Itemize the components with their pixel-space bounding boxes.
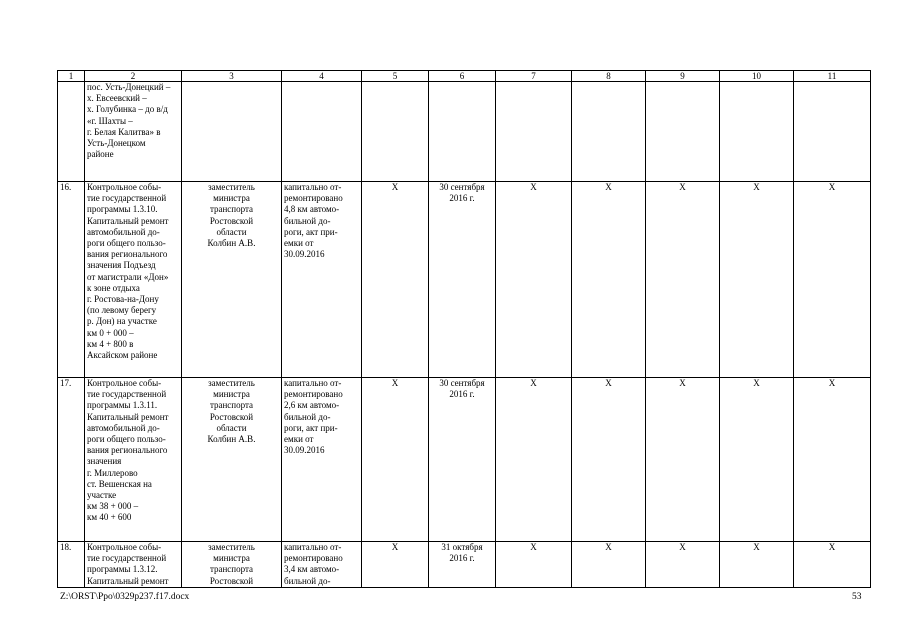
mark-cell: X — [362, 378, 429, 542]
cell-line: значения Подъезд — [87, 260, 156, 271]
cell-line: министра — [213, 193, 250, 204]
cell-line: 2016 г. — [449, 389, 475, 400]
header-cell: 8 — [572, 71, 646, 82]
result-cell — [282, 542, 362, 588]
cell-line: тие государственной — [87, 553, 167, 564]
mark-cell: X — [646, 542, 720, 588]
header-cell: 4 — [282, 71, 362, 82]
cell-line: Капитальный ремонт — [87, 575, 169, 586]
cell-line: Колбин А.В. — [207, 434, 256, 445]
cell-line: вания регионального — [87, 249, 168, 260]
cell-line: транспорта — [209, 564, 254, 575]
mark-cell: X — [646, 182, 720, 378]
responsible-person-cell — [182, 378, 282, 542]
cell-line: роги общего пользо- — [87, 238, 166, 249]
cell-line: 30 сентября — [439, 378, 485, 388]
cell-line: заместитель — [208, 542, 255, 552]
cell-line: транспорта — [209, 204, 254, 215]
cell-line: (по левому берегу — [87, 305, 157, 316]
date-cell — [429, 378, 496, 542]
cell-line: программы 1.3.11. — [87, 400, 158, 411]
cell-line: г. Миллерово — [87, 467, 138, 478]
cell-line: ремонтировано — [284, 193, 343, 204]
footer-file-path: Z:\ORST\Ppo\0329p237.f17.docx — [60, 592, 190, 602]
row-number-cell: 16. — [58, 182, 85, 378]
cell-line: программы 1.3.12. — [87, 564, 158, 575]
mark-cell: X — [794, 182, 871, 378]
cell-line: роги, акт при- — [284, 422, 338, 433]
cell-line: Капитальный ремонт — [87, 411, 169, 422]
header-row — [58, 71, 871, 82]
cell-line: км 40 + 600 — [87, 512, 132, 523]
cell-line: от магистрали «Дон» — [87, 271, 169, 282]
mark-cell: X — [362, 182, 429, 378]
mark-cell: X — [572, 378, 646, 542]
mark-cell: X — [496, 542, 572, 588]
cell-line: Капитальный ремонт — [87, 215, 169, 226]
cell-line: «г. Шахты – — [87, 115, 133, 126]
mark-cell: X — [572, 542, 646, 588]
header-cell: 6 — [429, 71, 496, 82]
table-row — [58, 542, 871, 588]
cell-line: км 0 + 000 – — [87, 327, 134, 338]
header-cell: 11 — [794, 71, 871, 82]
cell-line: бильной до- — [284, 215, 331, 226]
table-row — [58, 182, 871, 378]
cell-line: 2,6 км автомо- — [284, 400, 340, 411]
event-description-cell — [85, 82, 182, 182]
cell-line: автомобильной до- — [87, 422, 160, 433]
cell-line: Колбин А.В. — [207, 238, 256, 249]
cell-line: х. Евсеевский – — [87, 93, 147, 104]
cell-line: области — [216, 422, 247, 433]
cell-line: роги, акт при- — [284, 226, 338, 237]
cell-line: Контрольное собы- — [87, 542, 162, 552]
event-description-cell — [85, 542, 182, 588]
cell-line: бильной до- — [284, 411, 331, 422]
table-row — [58, 378, 871, 542]
row-number-cell — [58, 82, 85, 182]
cell-line: транспорта — [209, 400, 254, 411]
mark-cell: X — [572, 182, 646, 378]
cell-line: ремонтировано — [284, 553, 343, 564]
footer-page-number: 53 — [852, 592, 862, 602]
cell-line: Контрольное собы- — [87, 182, 162, 192]
cell-line: министра — [213, 389, 250, 400]
cell-line: км 4 + 800 в — [87, 338, 134, 349]
cell-line: г. Ростова-на-Дону — [87, 294, 159, 305]
cell-line: емки от — [284, 434, 314, 445]
cell-line: х. Голубинка – до в/д — [87, 104, 168, 115]
cell-line: Усть-Донецком — [87, 138, 146, 149]
cell-line: вания регионального — [87, 445, 168, 456]
cell-line: Ростовской — [209, 215, 254, 226]
responsible-person-cell — [182, 542, 282, 588]
date-cell — [429, 182, 496, 378]
date-cell — [429, 542, 496, 588]
cell-line: министра — [213, 553, 250, 564]
mark-cell: X — [496, 378, 572, 542]
row-number-cell: 17. — [58, 378, 85, 542]
cell-line: программы 1.3.10. — [87, 204, 158, 215]
cell-line: заместитель — [208, 378, 255, 388]
mark-cell: X — [794, 378, 871, 542]
cell-line: 30.09.2016 — [284, 249, 325, 260]
cell-line: капитально от- — [284, 542, 342, 552]
program-table — [57, 70, 871, 588]
header-cell: 7 — [496, 71, 572, 82]
cell-line: районе — [87, 149, 114, 160]
empty-cell — [182, 82, 282, 182]
mark-cell: X — [646, 378, 720, 542]
mark-cell: X — [720, 182, 794, 378]
empty-cell — [362, 82, 429, 182]
cell-line: тие государственной — [87, 193, 167, 204]
cell-line: автомобильной до- — [87, 226, 160, 237]
mark-cell: X — [496, 182, 572, 378]
header-cell: 3 — [182, 71, 282, 82]
header-cell: 2 — [85, 71, 182, 82]
event-description-cell — [85, 378, 182, 542]
cell-line: капитально от- — [284, 182, 342, 192]
cell-line: 2016 г. — [449, 553, 475, 564]
empty-cell — [429, 82, 496, 182]
cell-line: Контрольное собы- — [87, 378, 162, 388]
cell-line: Ростовской — [209, 411, 254, 422]
cell-line: бильной до- — [284, 575, 331, 586]
empty-cell — [496, 82, 572, 182]
header-cell: 10 — [720, 71, 794, 82]
mark-cell: X — [720, 378, 794, 542]
cell-line: значения — [87, 456, 122, 467]
cell-line: Аксайском районе — [87, 350, 158, 361]
row-number-cell: 18. — [58, 542, 85, 588]
responsible-person-cell — [182, 182, 282, 378]
result-cell — [282, 378, 362, 542]
mark-cell: X — [720, 542, 794, 588]
cell-line: роги общего пользо- — [87, 434, 166, 445]
cell-line: 30.09.2016 — [284, 445, 325, 456]
cell-line: пос. Усть-Донецкий – — [87, 82, 171, 92]
empty-cell — [720, 82, 794, 182]
cell-line: 2016 г. — [449, 193, 475, 204]
cell-line: емки от — [284, 238, 314, 249]
empty-cell — [794, 82, 871, 182]
cell-line: области — [216, 226, 247, 237]
cell-line: к зоне отдыха — [87, 282, 140, 293]
cell-line: тие государственной — [87, 389, 167, 400]
empty-cell — [646, 82, 720, 182]
mark-cell: X — [362, 542, 429, 588]
empty-cell — [282, 82, 362, 182]
cell-line: ст. Вешенская на — [87, 478, 152, 489]
cell-line: Ростовской — [209, 575, 254, 586]
event-description-cell — [85, 182, 182, 378]
cell-line: 31 октября — [441, 542, 483, 552]
mark-cell: X — [794, 542, 871, 588]
header-cell: 1 — [58, 71, 85, 82]
cell-line: капитально от- — [284, 378, 342, 388]
cell-line: 30 сентября — [439, 182, 485, 192]
header-cell: 5 — [362, 71, 429, 82]
cell-line: км 38 + 000 – — [87, 501, 139, 512]
empty-cell — [572, 82, 646, 182]
cell-line: заместитель — [208, 182, 255, 192]
header-cell: 9 — [646, 71, 720, 82]
cell-line: 3,4 км автомо- — [284, 564, 340, 575]
cell-line: 4,8 км автомо- — [284, 204, 340, 215]
cell-line: ремонтировано — [284, 389, 343, 400]
cell-line: участке — [87, 490, 117, 501]
continuation-row — [58, 82, 871, 182]
cell-line: г. Белая Калитва» в — [87, 126, 161, 137]
cell-line: р. Дон) на участке — [87, 316, 157, 327]
result-cell — [282, 182, 362, 378]
